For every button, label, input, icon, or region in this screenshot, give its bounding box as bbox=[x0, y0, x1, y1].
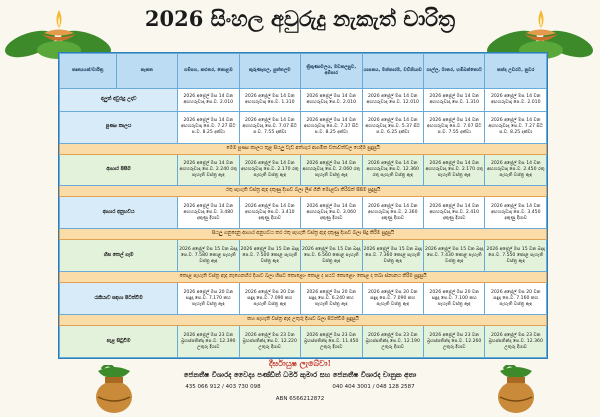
table-cell: 2026 අප්‍රේල් මස 23 වන බ්‍රහස්පතින්දා පෙ.ව. 12.260 උතුරු දිශාව bbox=[423, 326, 484, 358]
note-row bbox=[60, 272, 547, 283]
table-cell: 2026 අප්‍රේල් මස 20 වන සඳුදා පෙ.ව. 6.240 කහ පැහැති වස්ත්‍ර ඇඳ bbox=[301, 283, 362, 315]
page-title: 2026 සිංහල අවුරුදු නැකැත් චාරිත්‍ර bbox=[144, 6, 456, 31]
note-text: කහ පැහැති වස්ත්‍ර ඇඳ උතුරු දිශාව බලා පිටත්වීම සුදුසුයි bbox=[60, 315, 547, 326]
table-row bbox=[60, 111, 547, 143]
table-cell: 2026 අප්‍රේල් මස 23 වන බ්‍රහස්පතින්දා පෙ.ව. 12.220 උතුරු දිශාව bbox=[239, 326, 300, 358]
table-cell: 2026 අප්‍රේල් මස 14 වන අඟහරුවාදා පෙ.ව. 2.360 දකුණු දිශාව bbox=[362, 197, 423, 229]
column-header: කන්ද උඩරට, නුවර bbox=[485, 54, 547, 89]
note-text: රතු පැහැති වස්ත්‍ර ඇඳ දකුණු දිශාව බලා ලිප් ගිනි මොළවා කිරිබත් පිසීම සුදුසුයි bbox=[60, 186, 547, 197]
note-row bbox=[60, 229, 547, 240]
table-cell: 2026 අප්‍රේල් මස 14 වන අඟහරුවාදා පෙ.ව. 2.450 රතු පැහැති වස්ත්‍ර ඇඳ bbox=[485, 154, 547, 186]
table-cell: 2026 අප්‍රේල් මස 23 වන බ්‍රහස්පතින්දා පෙ.ව. 11.450 උතුරු දිශාව bbox=[301, 326, 362, 358]
table-cell: 2026 අප්‍රේල් මස 20 වන සඳුදා පෙ.ව. 7.170 කහ පැහැති වස්ත්‍ර ඇඳ bbox=[178, 283, 239, 315]
table-cell: 2026 අප්‍රේල් මස 14 වන අඟහරුවාදා පෙ.ව. 2.410 දකුණු දිශාව bbox=[423, 197, 484, 229]
table-cell: 2026 අප්‍රේල් මස 14 වන අඟහරුවාදා පෙ.ව. 3.060 දකුණු දිශාව bbox=[301, 197, 362, 229]
table-cell: 2026 අප්‍රේල් මස 14 වන අඟහරුවාදා පෙ.ව. 7.27 සිට ප.ව. 8.25 දක්වා bbox=[178, 111, 239, 143]
column-header: ත්‍රිකුණාමලය, මඩකලපුව, අම්පාර bbox=[301, 54, 362, 89]
table-cell: 2026 අප්‍රේල් මස 14 වන අඟහරුවාදා පෙ.ව. 2.060 රතු පැහැති වස්ත්‍ර ඇඳ bbox=[301, 154, 362, 186]
schedule-table-container bbox=[58, 52, 548, 359]
note-text: සියලු ගනුදෙනු ආහාර අනුභවය කර රතු පැහැති වස්ත්‍ර ඇඳ දකුණු දිශාව බලා සිදු කිරීම සුදුසුයි bbox=[60, 229, 547, 240]
table-cell: 2026 අප්‍රේල් මස 14 වන අඟහරුවාදා පෙ.ව. 3.480 දකුණු දිශාව bbox=[178, 197, 239, 229]
table-cell: 2026 අප්‍රේල් මස 14 වන අඟහරුවාදා පෙ.ව. 2.010 bbox=[301, 89, 362, 112]
table-row bbox=[60, 240, 547, 272]
table-cell: 2026 අප්‍රේල් මස 15 වන බදාදා පෙ.ව. 6.560 කොළ පැහැති වස්ත්‍ර ඇඳ bbox=[301, 240, 362, 272]
note-row bbox=[60, 143, 547, 154]
column-header: ගාල්ල, මාතර, හම්බන්තොට bbox=[423, 54, 484, 89]
row-label: පැළ සිටුවීම bbox=[60, 326, 178, 358]
table-row bbox=[60, 154, 547, 186]
table-cell: 2026 අප්‍රේල් මස 15 වන බදාදා පෙ.ව. 7.580 කොළ පැහැති වස්ත්‍ර ඇඳ bbox=[178, 240, 239, 272]
table-cell: 2026 අප්‍රේල් මස 15 වන බදාදා පෙ.ව. 7.430 කොළ පැහැති වස්ත්‍ර ඇඳ bbox=[423, 240, 484, 272]
table-cell: 2026 අප්‍රේල් මස 14 වන අඟහරුවාදා පෙ.ව. 3.450 දකුණු දිශාව bbox=[485, 197, 547, 229]
phone-numbers bbox=[0, 384, 600, 390]
table-cell: 2026 අප්‍රේල් මස 14 වන අඟහරුවාදා පෙ.ව. 5.37 සිට ප.ව. 6.25 දක්වා bbox=[362, 111, 423, 143]
table-cell: 2026 අප්‍රේල් මස 15 වන බදාදා පෙ.ව. 7.550 කොළ පැහැති වස්ත්‍ර ඇඳ bbox=[485, 240, 547, 272]
table-cell: 2026 අප්‍රේල් මස 14 වන අඟහරුවාදා පෙ.ව. 1.310 bbox=[423, 89, 484, 112]
table-cell: 2026 අප්‍රේල් මස 14 වන අඟහරුවාදා පෙ.ව. 2.240 රතු පැහැති වස්ත්‍ර ඇඳ bbox=[178, 154, 239, 186]
table-cell: 2026 අප්‍රේල් මස 23 වන බ්‍රහස්පතින්දා පෙ.ව. 12.360 උතුරු දිශාව bbox=[485, 326, 547, 358]
table-cell: 2026 අප්‍රේල් මස 14 වන අඟහරුවාදා පෙ.ව. 7.07 සිට ප.ව. 7.55 දක්වා bbox=[423, 111, 484, 143]
row-label: හිස තෙල් ගෑම bbox=[60, 240, 178, 272]
table-body bbox=[60, 89, 547, 358]
column-header: යාපනය, මන්නාරම, වව්නියාව bbox=[362, 54, 423, 89]
column-header: කුරුණෑගල, පුත්තලම bbox=[239, 54, 300, 89]
table-cell: 2026 අප්‍රේල් මස 14 වන අඟහරුවාදා පෙ.ව. 2.170 රතු පැහැති වස්ත්‍ර ඇඳ bbox=[239, 154, 300, 186]
note-text: කොළ පැහැති වස්ත්‍ර ඇඳ නැගෙනහිර දිශාව බලා හිසට කොළොං කොළ ද පයට කොළොං කොළ ද තබා ස්නානය කිරීම සුදුසුයි bbox=[60, 272, 547, 283]
table-cell: 2026 අප්‍රේල් මස 14 වන අඟහරුවාදා පෙ.ව. 2.010 bbox=[485, 89, 547, 112]
table-cell: 2026 අප්‍රේල් මස 14 වන අඟහරුවාදා පෙ.ව. 12.360 රතු පැහැති වස්ත්‍ර ඇඳ bbox=[362, 154, 423, 186]
table-cell: 2026 අප්‍රේල් මස 23 වන බ්‍රහස්පතින්දා පෙ.ව. 12.190 උතුරු දිශාව bbox=[362, 326, 423, 358]
table-row bbox=[60, 89, 547, 112]
table-row bbox=[60, 283, 547, 315]
table-cell: 2026 අප්‍රේල් මස 20 වන සඳුදා පෙ.ව. 7.090 කහ පැහැති වස්ත්‍ර ඇඳ bbox=[239, 283, 300, 315]
table-cell: 2026 අප්‍රේල් මස 20 වන සඳුදා පෙ.ව. 7.100 කහ පැහැති වස්ත්‍ර ඇඳ bbox=[423, 283, 484, 315]
note-row bbox=[60, 315, 547, 326]
table-cell: 2026 අප්‍රේල් මස 14 වන අඟහරුවාදා පෙ.ව. 1.310 bbox=[239, 89, 300, 112]
row-label: ආහාර අනුභවය bbox=[60, 197, 178, 229]
table-cell: 2026 අප්‍රේල් මස 23 වන බ්‍රහස්පතින්දා පෙ.ව. 12.390 උතුරු දිශාව bbox=[178, 326, 239, 358]
author-credit: ජෙනතීෂ විශාරද වෛද්‍ය පණ්ඩිත් ධර්ම කුමාර සහ ජෙනතීෂ විශාරද චානුක අතා bbox=[183, 371, 417, 379]
row-label: ආහාර පිසීම bbox=[60, 154, 178, 186]
table-cell: 2026 අප්‍රේල් මස 14 වන අඟහරුවාදා පෙ.ව. 7.27 සිට ප.ව. 8.25 දක්වා bbox=[485, 111, 547, 143]
note-row bbox=[60, 186, 547, 197]
phone-numbers-1: 435 066 912 / 403 730 098 bbox=[185, 384, 261, 390]
table-row bbox=[60, 197, 547, 229]
note-text: මෙම පුණ්‍ය කාලය තුළ සියලු වැඩ අත්හැර ආගමික වතාවත්වල යෙදීම සුදුසුයි bbox=[60, 143, 547, 154]
table-cell: 2026 අප්‍රේල් මස 14 වන අඟහරුවාදා පෙ.ව. 7.37 සිට ප.ව. 8.25 දක්වා bbox=[301, 111, 362, 143]
table-cell: 2026 අප්‍රේල් මස 20 වන සඳුදා පෙ.ව. 7.160 කහ පැහැති වස්ත්‍ර ඇඳ bbox=[485, 283, 547, 315]
column-header: ගම්පහ, කළුතර, කොළඹ bbox=[178, 54, 239, 89]
column-header: කෘත්‍යයන්/චාරිත්‍ර bbox=[60, 54, 117, 89]
row-label: අලුත් අවුරුදු උදාව bbox=[60, 89, 178, 112]
blessing-text: දීර්ඝායුෂ ලැබේවා! bbox=[268, 358, 332, 368]
table-cell: 2026 අප්‍රේල් මස 15 වන බදාදා පෙ.ව. 7.500 කොළ පැහැති වස්ත්‍ර ඇඳ bbox=[239, 240, 300, 272]
table-cell: 2026 අප්‍රේල් මස 14 වන අඟහරුවාදා පෙ.ව. 7.07 සිට ප.ව. 7.55 දක්වා bbox=[239, 111, 300, 143]
schedule-table bbox=[59, 53, 547, 358]
table-cell: 2026 අප්‍රේල් මස 14 වන අඟහරුවාදා පෙ.ව. 12.010 bbox=[362, 89, 423, 112]
abn-number: ABN 6566212872 bbox=[275, 396, 325, 402]
table-cell: 2026 අප්‍රේල් මස 14 වන අඟහරුවාදා පෙ.ව. 2.010 bbox=[178, 89, 239, 112]
table-cell: 2026 අප්‍රේල් මස 14 වන අඟහරුවාදා පෙ.ව. 3.410 දකුණු දිශාව bbox=[239, 197, 300, 229]
row-label: රැකියාව සඳහා පිටත්වීම bbox=[60, 283, 178, 315]
table-cell: 2026 අප්‍රේල් මස 14 වන අඟහරුවාදා පෙ.ව. 2.170 රතු පැහැති වස්ත්‍ර ඇඳ bbox=[423, 154, 484, 186]
table-cell: 2026 අප්‍රේල් මස 20 වන සඳුදා පෙ.ව. 7.090 කහ පැහැති වස්ත්‍ර ඇඳ bbox=[362, 283, 423, 315]
phone-numbers-2: 040 404 3001 / 048 128 2587 bbox=[332, 384, 415, 390]
table-row bbox=[60, 326, 547, 358]
table-header-row bbox=[60, 54, 547, 89]
row-label: පුණ්‍ය කාලය bbox=[60, 111, 178, 143]
table-cell: 2026 අප්‍රේල් මස 15 වන බදාදා පෙ.ව. 7.360 කොළ පැහැති වස්ත්‍ර ඇඳ bbox=[362, 240, 423, 272]
column-header: නැකත bbox=[116, 54, 177, 89]
